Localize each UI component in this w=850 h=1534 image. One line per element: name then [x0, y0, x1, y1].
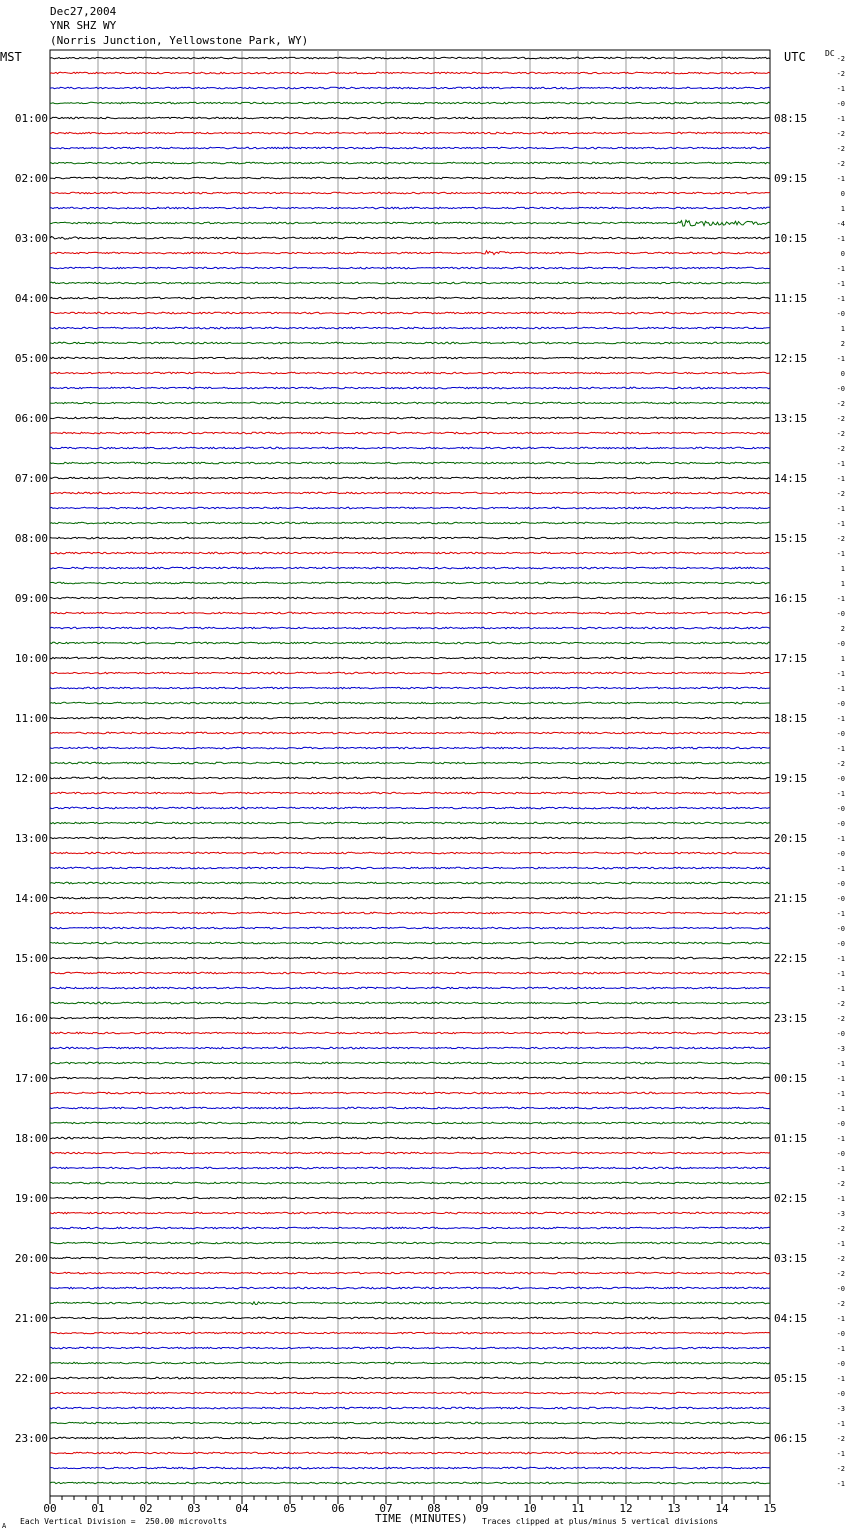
trace-group [50, 57, 770, 1484]
dc-offset-label: -2 [836, 430, 845, 438]
trace-line [50, 582, 770, 584]
trace-line [50, 1407, 770, 1409]
trace-line [50, 1122, 770, 1124]
dc-offset-label: -1 [836, 1135, 845, 1143]
dc-offset-label: -0 [836, 895, 845, 903]
trace-line [50, 57, 770, 59]
trace-line [50, 1437, 770, 1439]
right-hour-label: 02:15 [774, 1192, 808, 1205]
trace-line [50, 1362, 770, 1364]
dc-offset-label: -1 [836, 1090, 845, 1098]
right-hour-label: 12:15 [774, 352, 808, 365]
trace-line [50, 1137, 770, 1139]
x-tick-label: 15 [763, 1502, 777, 1515]
dc-offset-label: -0 [836, 880, 845, 888]
left-hour-label: 15:00 [14, 952, 48, 965]
trace-line [50, 102, 770, 104]
dc-offset-label: -0 [836, 850, 845, 858]
dc-offset-label: -0 [836, 820, 845, 828]
right-hour-label: 14:15 [774, 472, 808, 485]
trace-line [50, 267, 770, 269]
dc-offset-label: -2 [836, 415, 845, 423]
trace-line [50, 1182, 770, 1184]
trace-line [50, 1332, 770, 1334]
dc-offset-label: -1 [836, 295, 845, 303]
dc-offset-label: -0 [836, 925, 845, 933]
dc-offset-label: -0 [836, 775, 845, 783]
right-hour-label: 08:15 [774, 112, 808, 125]
trace-line [50, 117, 770, 119]
trace-line [50, 1227, 770, 1229]
dc-offset-label: -1 [836, 865, 845, 873]
trace-line [50, 342, 770, 344]
trace-line [50, 567, 770, 569]
left-hour-label: 14:00 [14, 892, 48, 905]
dc-offset-label: -2 [836, 535, 845, 543]
dc-offset-label: -1 [836, 280, 845, 288]
trace-line [50, 822, 770, 824]
left-hour-label: 17:00 [14, 1072, 48, 1085]
dc-offset-label: -4 [836, 220, 845, 228]
dc-offset-label: -0 [836, 700, 845, 708]
trace-line [50, 207, 770, 209]
right-hour-label: 09:15 [774, 172, 808, 185]
dc-offset-label: -1 [836, 835, 845, 843]
trace-line [50, 1092, 770, 1094]
right-hour-label: 13:15 [774, 412, 808, 425]
trace-line [50, 492, 770, 494]
right-hour-label: 10:15 [774, 232, 808, 245]
x-tick-label: 02 [139, 1502, 153, 1515]
trace-line [50, 1002, 770, 1004]
right-hour-label: 20:15 [774, 832, 808, 845]
dc-offset-label: -2 [836, 1270, 845, 1278]
trace-line [50, 1377, 770, 1379]
trace-line [50, 672, 770, 674]
x-tick-label: 11 [571, 1502, 585, 1515]
dc-offset-label: -1 [836, 1165, 845, 1173]
dc-offset-label: 0 [840, 250, 845, 258]
trace-line [50, 432, 770, 434]
dc-offset-label: 1 [840, 205, 845, 213]
dc-offset-label: -1 [836, 970, 845, 978]
dc-offset-label: -1 [836, 355, 845, 363]
trace-line [50, 297, 770, 299]
dc-offset-label: -1 [836, 1105, 845, 1113]
dc-offset-label: 1 [840, 580, 845, 588]
trace-line [50, 87, 770, 89]
trace-line [50, 1467, 770, 1469]
trace-line [50, 251, 770, 255]
trace-line [50, 987, 770, 989]
dc-offset-label: -0 [836, 1360, 845, 1368]
dc-offset-label: -1 [836, 955, 845, 963]
dc-offset-label: -0 [836, 610, 845, 618]
trace-line [50, 1062, 770, 1064]
left-hour-label: 12:00 [14, 772, 48, 785]
dc-offset-label: -2 [836, 70, 845, 78]
trace-line [50, 972, 770, 974]
x-tick-label: 08 [427, 1502, 441, 1515]
dc-offset-label: -0 [836, 805, 845, 813]
dc-offset-label: -2 [836, 1300, 845, 1308]
trace-line [50, 372, 770, 374]
trace-line [50, 1452, 770, 1454]
trace-line [50, 327, 770, 329]
trace-line [50, 72, 770, 74]
trace-line [50, 852, 770, 854]
trace-line [50, 762, 770, 764]
dc-offset-label: -2 [836, 1180, 845, 1188]
dc-offset-label: -1 [836, 475, 845, 483]
right-hour-label: 05:15 [774, 1372, 808, 1385]
right-timezone-label: UTC [784, 50, 806, 64]
dc-offset-label: -1 [836, 685, 845, 693]
left-hour-label: 06:00 [14, 412, 48, 425]
dc-offset-label: -1 [836, 115, 845, 123]
dc-offset-label: -1 [836, 910, 845, 918]
trace-line [50, 612, 770, 614]
left-hour-label: 19:00 [14, 1192, 48, 1205]
x-tick-label: 07 [379, 1502, 393, 1515]
dc-offset-label: -0 [836, 100, 845, 108]
left-hour-label: 21:00 [14, 1312, 48, 1325]
dc-offset-label: -1 [836, 670, 845, 678]
left-hour-label: 11:00 [14, 712, 48, 725]
x-tick-label: 06 [331, 1502, 345, 1515]
dc-offset-label: -1 [836, 595, 845, 603]
x-tick-label: 13 [667, 1502, 681, 1515]
axis-labels [15, 55, 845, 1515]
trace-line [50, 402, 770, 404]
right-hour-label: 00:15 [774, 1072, 808, 1085]
right-hour-label: 23:15 [774, 1012, 808, 1025]
dc-offset-label: -0 [836, 1150, 845, 1158]
dc-offset-label: -0 [836, 1120, 845, 1128]
x-tick-label: 05 [283, 1502, 297, 1515]
trace-line [50, 1242, 770, 1244]
trace-line [50, 282, 770, 284]
dc-offset-label: -1 [836, 745, 845, 753]
left-hour-label: 07:00 [14, 472, 48, 485]
left-hour-label: 10:00 [14, 652, 48, 665]
trace-line [50, 867, 770, 869]
left-hour-label: 08:00 [14, 532, 48, 545]
trace-line [50, 1257, 770, 1259]
dc-offset-label: -0 [836, 940, 845, 948]
chart-date: Dec27,2004 [50, 5, 117, 18]
right-hour-label: 18:15 [774, 712, 808, 725]
trace-line [50, 747, 770, 749]
right-hour-label: 21:15 [774, 892, 808, 905]
left-hour-label: 13:00 [14, 832, 48, 845]
trace-line [50, 1347, 770, 1349]
dc-offset-label: -1 [836, 460, 845, 468]
x-axis-title: TIME (MINUTES) [375, 1512, 468, 1525]
right-hour-label: 06:15 [774, 1432, 808, 1445]
dc-offset-label: -1 [836, 85, 845, 93]
left-hour-label: 01:00 [14, 112, 48, 125]
trace-line [50, 1422, 770, 1424]
trace-line [50, 882, 770, 884]
trace-line [50, 1212, 770, 1214]
dc-offset-label: 1 [840, 565, 845, 573]
dc-offset-label: -1 [836, 1450, 845, 1458]
dc-offset-label: 0 [840, 370, 845, 378]
dc-offset-label: -0 [836, 385, 845, 393]
x-tick-label: 01 [91, 1502, 105, 1515]
trace-line [50, 537, 770, 539]
dc-offset-label: -1 [836, 1315, 845, 1323]
trace-line [50, 220, 770, 226]
dc-offset-label: -1 [836, 175, 845, 183]
trace-line [50, 642, 770, 644]
left-hour-label: 05:00 [14, 352, 48, 365]
dc-offset-label: -0 [836, 640, 845, 648]
trace-line [50, 177, 770, 179]
trace-line [50, 927, 770, 929]
trace-line [50, 717, 770, 719]
dc-label: DC [825, 49, 835, 58]
x-tick-label: 00 [43, 1502, 57, 1515]
trace-line [50, 132, 770, 134]
trace-line [50, 957, 770, 959]
dc-offset-label: -0 [836, 1285, 845, 1293]
dc-offset-label: -1 [836, 1480, 845, 1488]
dc-offset-label: -1 [836, 715, 845, 723]
dc-offset-label: 1 [840, 325, 845, 333]
dc-offset-label: -2 [836, 130, 845, 138]
dc-offset-label: -1 [836, 790, 845, 798]
trace-line [50, 507, 770, 509]
trace-line [50, 1047, 770, 1049]
dc-offset-label: -1 [836, 1420, 845, 1428]
left-hour-label: 23:00 [14, 1432, 48, 1445]
trace-line [50, 477, 770, 479]
trace-line [50, 462, 770, 464]
right-hour-label: 04:15 [774, 1312, 808, 1325]
trace-line [50, 687, 770, 689]
right-hour-label: 11:15 [774, 292, 808, 305]
right-hour-label: 19:15 [774, 772, 808, 785]
trace-line [50, 732, 770, 734]
dc-offset-label: -2 [836, 1255, 845, 1263]
dc-offset-label: -1 [836, 265, 845, 273]
dc-offset-label: -2 [836, 1015, 845, 1023]
trace-line [50, 417, 770, 419]
trace-line [50, 807, 770, 809]
trace-line [50, 552, 770, 554]
x-tick-label: 03 [187, 1502, 201, 1515]
trace-line [50, 942, 770, 944]
dc-offset-label: -2 [836, 1000, 845, 1008]
trace-line [50, 1272, 770, 1274]
left-hour-label: 03:00 [14, 232, 48, 245]
x-tick-label: 14 [715, 1502, 729, 1515]
left-hour-label: 20:00 [14, 1252, 48, 1265]
trace-line [50, 1077, 770, 1079]
dc-offset-label: 2 [840, 625, 845, 633]
dc-offset-label: 1 [840, 655, 845, 663]
dc-offset-label: -2 [836, 160, 845, 168]
dc-offset-label: -3 [836, 1405, 845, 1413]
trace-line [50, 597, 770, 599]
trace-line [50, 1392, 770, 1394]
dc-offset-label: 2 [840, 340, 845, 348]
trace-line [50, 1317, 770, 1319]
trace-line [50, 237, 770, 240]
left-hour-label: 16:00 [14, 1012, 48, 1025]
trace-line [50, 912, 770, 914]
dc-offset-label: -2 [836, 55, 845, 63]
dc-offset-label: -2 [836, 1465, 845, 1473]
dc-offset-label: -3 [836, 1045, 845, 1053]
dc-offset-label: -2 [836, 760, 845, 768]
left-hour-label: 22:00 [14, 1372, 48, 1385]
dc-offset-label: -0 [836, 1030, 845, 1038]
dc-offset-label: -3 [836, 1210, 845, 1218]
trace-line [50, 357, 770, 359]
left-hour-label: 18:00 [14, 1132, 48, 1145]
left-hour-label: 09:00 [14, 592, 48, 605]
dc-offset-label: -2 [836, 490, 845, 498]
dc-offset-label: -1 [836, 985, 845, 993]
left-timezone-label: MST [0, 50, 22, 64]
right-hour-label: 01:15 [774, 1132, 808, 1145]
trace-line [50, 837, 770, 839]
dc-offset-label: -2 [836, 445, 845, 453]
left-hour-label: 04:00 [14, 292, 48, 305]
right-hour-label: 22:15 [774, 952, 808, 965]
x-tick-label: 04 [235, 1502, 249, 1515]
right-hour-label: 16:15 [774, 592, 808, 605]
corner-mark: A [2, 1522, 7, 1530]
right-hour-label: 03:15 [774, 1252, 808, 1265]
dc-offset-label: -1 [836, 550, 845, 558]
dc-offset-label: -2 [836, 1225, 845, 1233]
dc-offset-label: -2 [836, 400, 845, 408]
trace-line [50, 312, 770, 314]
trace-line [50, 1032, 770, 1034]
trace-line [50, 1287, 770, 1289]
scale-note: Each Vertical Division = 250.00 microvolts [20, 1517, 228, 1526]
dc-offset-label: -0 [836, 310, 845, 318]
trace-line [50, 192, 770, 194]
dc-offset-label: -1 [836, 520, 845, 528]
trace-line [50, 1017, 770, 1019]
dc-offset-label: -1 [836, 1060, 845, 1068]
dc-offset-label: -1 [836, 505, 845, 513]
trace-line [50, 447, 770, 449]
chart-location: (Norris Junction, Yellowstone Park, WY) [50, 34, 309, 47]
dc-offset-label: -2 [836, 1435, 845, 1443]
trace-line [50, 1482, 770, 1484]
dc-offset-label: -0 [836, 1330, 845, 1338]
trace-line [50, 147, 770, 149]
chart-station: YNR SHZ WY [50, 19, 117, 32]
trace-line [50, 522, 770, 524]
dc-offset-label: -1 [836, 1240, 845, 1248]
trace-line [50, 1302, 770, 1305]
right-hour-label: 15:15 [774, 532, 808, 545]
dc-offset-label: -1 [836, 1195, 845, 1203]
trace-line [50, 702, 770, 704]
x-tick-label: 09 [475, 1502, 489, 1515]
dc-offset-label: -0 [836, 730, 845, 738]
x-tick-label: 12 [619, 1502, 633, 1515]
right-hour-label: 17:15 [774, 652, 808, 665]
x-tick-label: 10 [523, 1502, 537, 1515]
trace-line [50, 162, 770, 164]
dc-offset-label: -0 [836, 1390, 845, 1398]
dc-offset-label: 0 [840, 190, 845, 198]
trace-line [50, 1167, 770, 1169]
clip-note: Traces clipped at plus/minus 5 vertical divisions [482, 1517, 719, 1526]
trace-line [50, 657, 770, 659]
trace-line [50, 1107, 770, 1109]
dc-offset-label: -1 [836, 1345, 845, 1353]
trace-line [50, 387, 770, 389]
dc-offset-label: -1 [836, 1375, 845, 1383]
dc-offset-label: -1 [836, 1075, 845, 1083]
trace-line [50, 627, 770, 629]
dc-offset-label: -1 [836, 235, 845, 243]
trace-line [50, 777, 770, 779]
dc-offset-label: -2 [836, 145, 845, 153]
trace-line [50, 792, 770, 794]
trace-line [50, 1152, 770, 1154]
trace-line [50, 897, 770, 899]
left-hour-label: 02:00 [14, 172, 48, 185]
trace-line [50, 1197, 770, 1199]
